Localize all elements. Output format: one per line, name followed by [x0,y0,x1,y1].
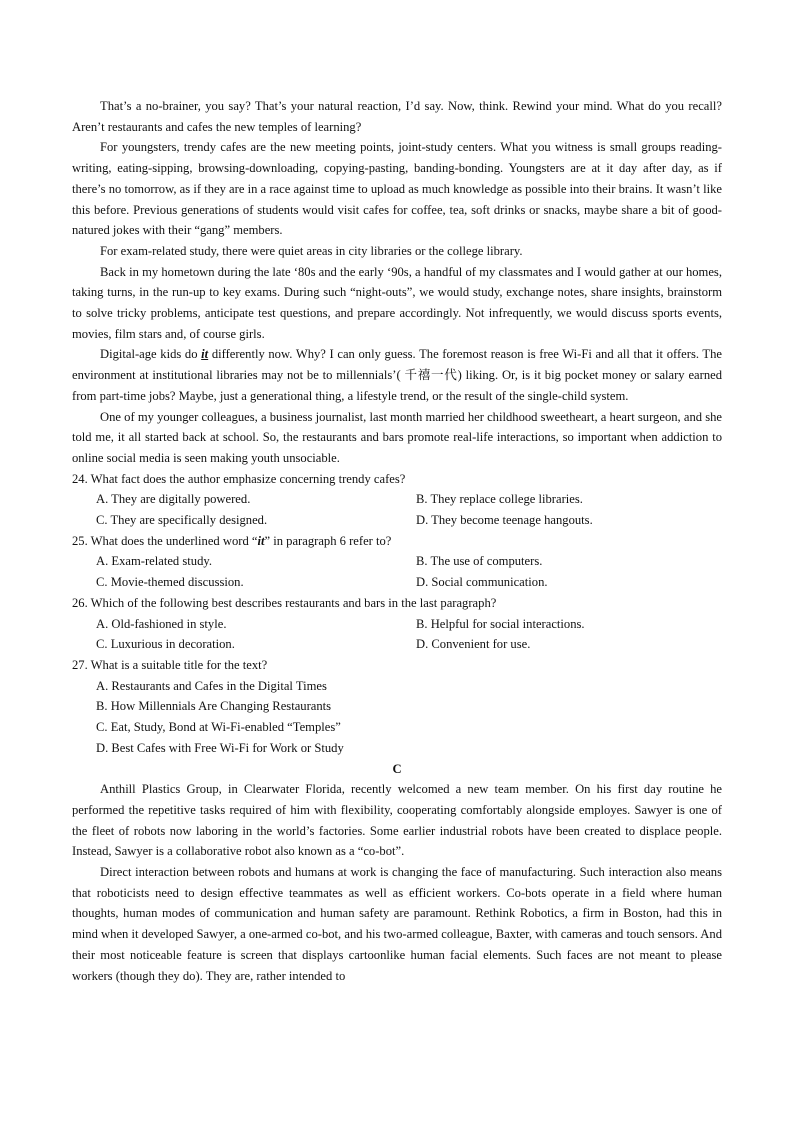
paragraph-5-text-end: differently now. Why? I can only guess. The foremost reason is free Wi-Fi and all that it offers. The environment at institutional libraries may not be to millennials’( 千禧一代) liking. Or, is it big pocket money or salary earned from part-time jobs? Maybe, just a generational thing, a lifestyle trend, or the result of the single-child system. [72,347,722,403]
question-25-stem-end: ” in paragraph 6 refer to? [264,533,392,548]
question-24-option-c: C. They are specifically designed. [96,513,268,528]
question-27-option-a: A. Restaurants and Cafes in the Digital Times [96,678,327,693]
exam-page [72,96,722,986]
question-24-option-b: B. They replace college libraries. [416,492,583,507]
passage-b-paragraph-2: For youngsters, trendy cafes are the new meeting points, joint-study centers. What you witness is small groups reading-writing, eating-sipping, browsing-downloading, copying-pasting, banding-bonding. Youngsters are at it day after day, as if there’s no tomorrow, as if they are in a race against time to upload as much knowledge as possible into their brains. It wasn’t like this before. Previous generations of students would visit cafes for coffee, tea, soft drinks or snacks, maybe share a bit of good-natured jokes with their “gang” members. [72,140,722,238]
question-25-option-a: A. Exam-related study. [96,554,212,569]
passage-c-paragraph-1: Anthill Plastics Group, in Clearwater Florida, recently welcomed a new team member. On his first day routine he performed the repetitive tasks required of him with flexibility, cooperating comfortably alongside employes. Sawyer is one of the fleet of robots now laboring in the world’s factories. Some earlier industrial robots have been created to displace people. Instead, Sawyer is a collaborative robot also known as a “co-bot”. [72,782,722,859]
question-25-option-b: B. The use of computers. [416,554,543,569]
question-25-option-d: D. Social communication. [416,575,548,590]
question-24-stem: 24. What fact does the author emphasize concerning trendy cafes? [72,471,406,486]
section-c-heading: C [392,761,402,776]
question-24-options [72,489,722,530]
passage-b-paragraph-3: For exam-related study, there were quiet areas in city libraries or the college library. [100,243,523,258]
question-25-stem-start: 25. What does the underlined word “ [72,533,258,548]
question-26-option-c: C. Luxurious in decoration. [96,637,235,652]
underlined-word-it: it [201,347,209,362]
question-27-option-d: D. Best Cafes with Free Wi-Fi for Work or Study [96,740,344,755]
passage-b-paragraph-6: One of my younger colleagues, a business journalist, last month married her childhood sweetheart, a heart surgeon, and she told me, it all started back at school. So, the restaurants and bars promote real-life interactions, so important when addiction to online social media is seen making youth unsociable. [72,409,722,465]
question-26-stem: 26. Which of the following best describes restaurants and bars in the last paragraph? [72,595,497,610]
passage-c-paragraph-2: Direct interaction between robots and humans at work is changing the face of manufacturing. Such interaction also means that roboticists need to design effective teammates as well as efficient workers. Co-bots operate in a field where human thoughts, human modes of communication and human safety are paramount. Rethink Robotics, a firm in Boston, had this in mind when it developed Sawyer, a one-armed co-bot, and his two-armed colleague, Baxter, with cameras and touch sensors. And their most noticeable feature is screen that displays cartoonlike human facial elements. Such faces are not meant to please workers (though they do). They are, rather intended to [72,865,722,983]
question-25-word-it: it [257,533,265,548]
question-27-option-c: C. Eat, Study, Bond at Wi-Fi-enabled “Temples” [96,720,341,735]
question-26-option-d: D. Convenient for use. [416,637,531,652]
question-25-stem [72,531,722,552]
passage-b-paragraph-4: Back in my hometown during the late ‘80s and the early ‘90s, a handful of my classmates and I would gather at our homes, taking turns, in the run-up to key exams. During such “night-outs”, we would study, exchange notes, share insights, brainstorm to solve tricky problems, anticipate test questions, and prepare accordingly. Not infrequently, we would discuss sports events, movies, film stars and, of course girls. [72,264,722,341]
passage-b-paragraph-5 [72,344,722,406]
paragraph-5-text-start: Digital-age kids do [100,347,202,362]
question-24-option-d: D. They become teenage hangouts. [416,513,593,528]
question-25-option-c: C. Movie-themed discussion. [96,575,244,590]
question-27-option-b: B. How Millennials Are Changing Restaurants [96,699,332,714]
question-26-option-a: A. Old-fashioned in style. [96,616,227,631]
question-27-options [72,676,722,759]
question-24-option-a: A. They are digitally powered. [96,492,251,507]
passage-b-paragraph-1: That’s a no-brainer, you say? That’s your natural reaction, I’d say. Now, think. Rewind your mind. What do you recall? Aren’t restaurants and cafes the new temples of learning? [72,99,722,134]
question-25-options [72,551,722,592]
question-26-options [72,614,722,655]
question-27-stem: 27. What is a suitable title for the text? [72,657,268,672]
question-26-option-b: B. Helpful for social interactions. [416,616,585,631]
